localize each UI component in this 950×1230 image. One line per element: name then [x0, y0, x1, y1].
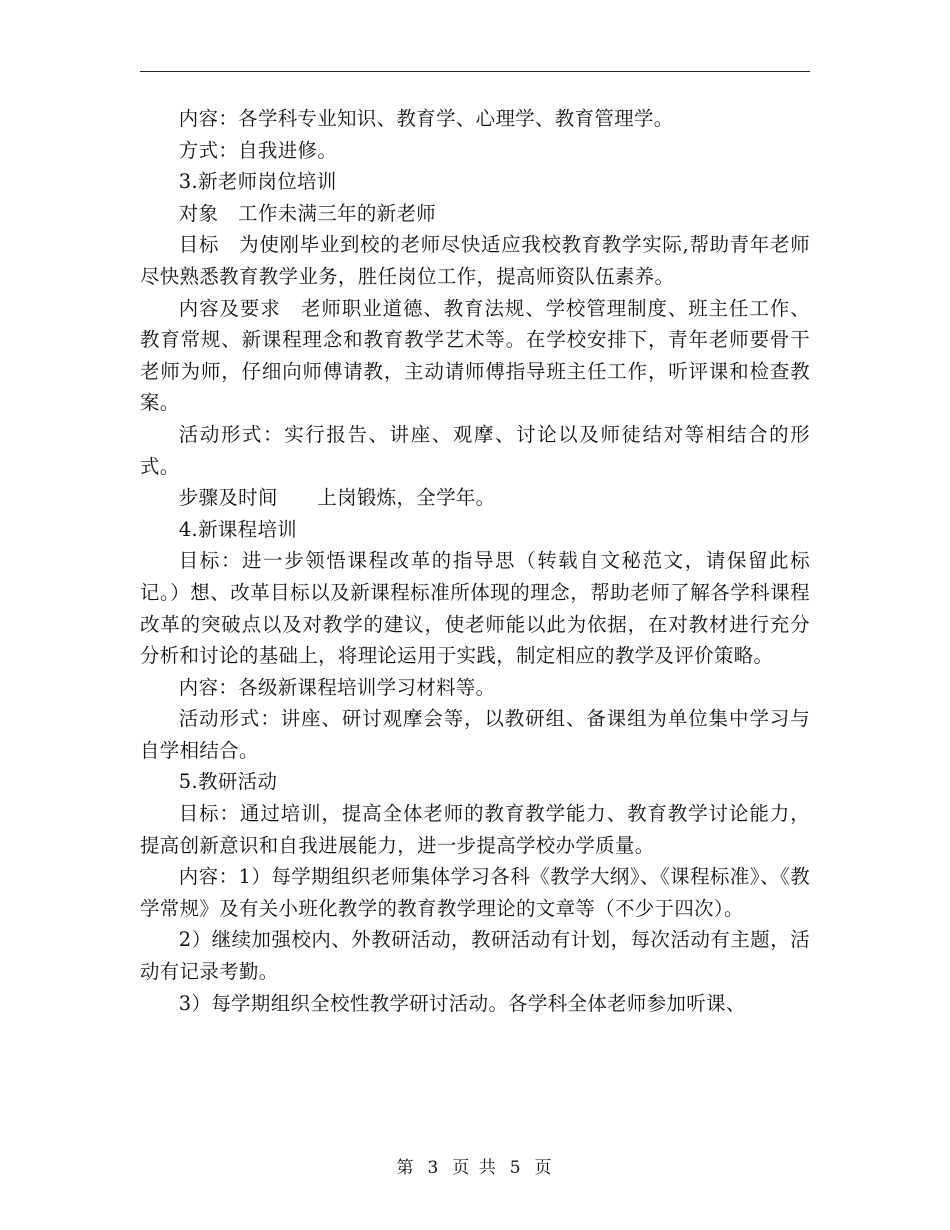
- total-pages-number: 5: [509, 1158, 523, 1178]
- header-rule: [140, 71, 810, 72]
- current-page-number: 3: [427, 1158, 441, 1178]
- paragraph: 步骤及时间 上岗锻炼，全学年。: [178, 486, 496, 510]
- footer-prefix: 第: [396, 1158, 416, 1178]
- paragraph: 内容：各学科专业知识、教育学、心理学、教育管理学。: [178, 107, 674, 130]
- paragraph: 内容：各级新课程培训学习材料等。: [178, 675, 496, 699]
- paragraph: 活动形式：实行报告、讲座、观摩、讨论以及师徒结对等相结合的形式。: [140, 422, 810, 478]
- paragraph: 内容及要求 老师职业道德、教育法规、学校管理制度、班主任工作、教育常规、新课程理念和教育教学艺术等。在学校安排下，青年老师要骨干老师为师，仔细向师傅请教，主动请师傅指导班主任工作，听评课和检查教案。: [140, 296, 810, 415]
- paragraph: 目标：通过培训，提高全体老师的教育教学能力、教育教学讨论能力，提高创新意识和自我进展能力，进一步提高学校办学质量。: [140, 802, 810, 857]
- paragraph: 内容：1）每学期组织老师集体学习各科《教学大纲》、《课程标准》、《教学常规》及有关小班化教学的教育教学理论的文章等（不少于四次）。: [140, 865, 810, 920]
- paragraph: 2）继续加强校内、外教研活动，教研活动有计划，每次活动有主题，活动有记录考勤。: [140, 928, 810, 984]
- section-heading: 4.新课程培训: [178, 517, 298, 541]
- footer-suffix: 页: [534, 1158, 554, 1178]
- paragraph: 3）每学期组织全校性教学研讨活动。各学科全体老师参加听课、: [178, 991, 746, 1015]
- paragraph: 方式：自我进修。: [178, 138, 338, 162]
- paragraph: 活动形式：讲座、研讨观摩会等，以教研组、备课组为单位集中学习与自学相结合。: [140, 707, 810, 762]
- section-heading: 3.新老师岗位培训: [178, 170, 337, 194]
- page-footer: [0, 1153, 950, 1178]
- footer-middle: 页 共: [452, 1158, 498, 1178]
- section-heading: 5.教研活动: [178, 770, 278, 794]
- paragraph: 目标：进一步领悟课程改革的指导思（转载自文秘范文，请保留此标记。）想、改革目标以及新课程标准所体现的理念，帮助老师了解各学科课程改革的突破点以及对教学的建议，使老师能以此为依据，在对教材进行充分分析和讨论的基础上，将理论运用于实践，制定相应的教学及评价策略。: [140, 549, 810, 668]
- paragraph: 目标 为使刚毕业到校的老师尽快适应我校教育教学实际,帮助青年老师尽快熟悉教育教学业务，胜任岗位工作，提高师资队伍素养。: [140, 233, 810, 288]
- document-body: [140, 103, 810, 1019]
- paragraph: 对象 工作未满三年的新老师: [178, 201, 437, 225]
